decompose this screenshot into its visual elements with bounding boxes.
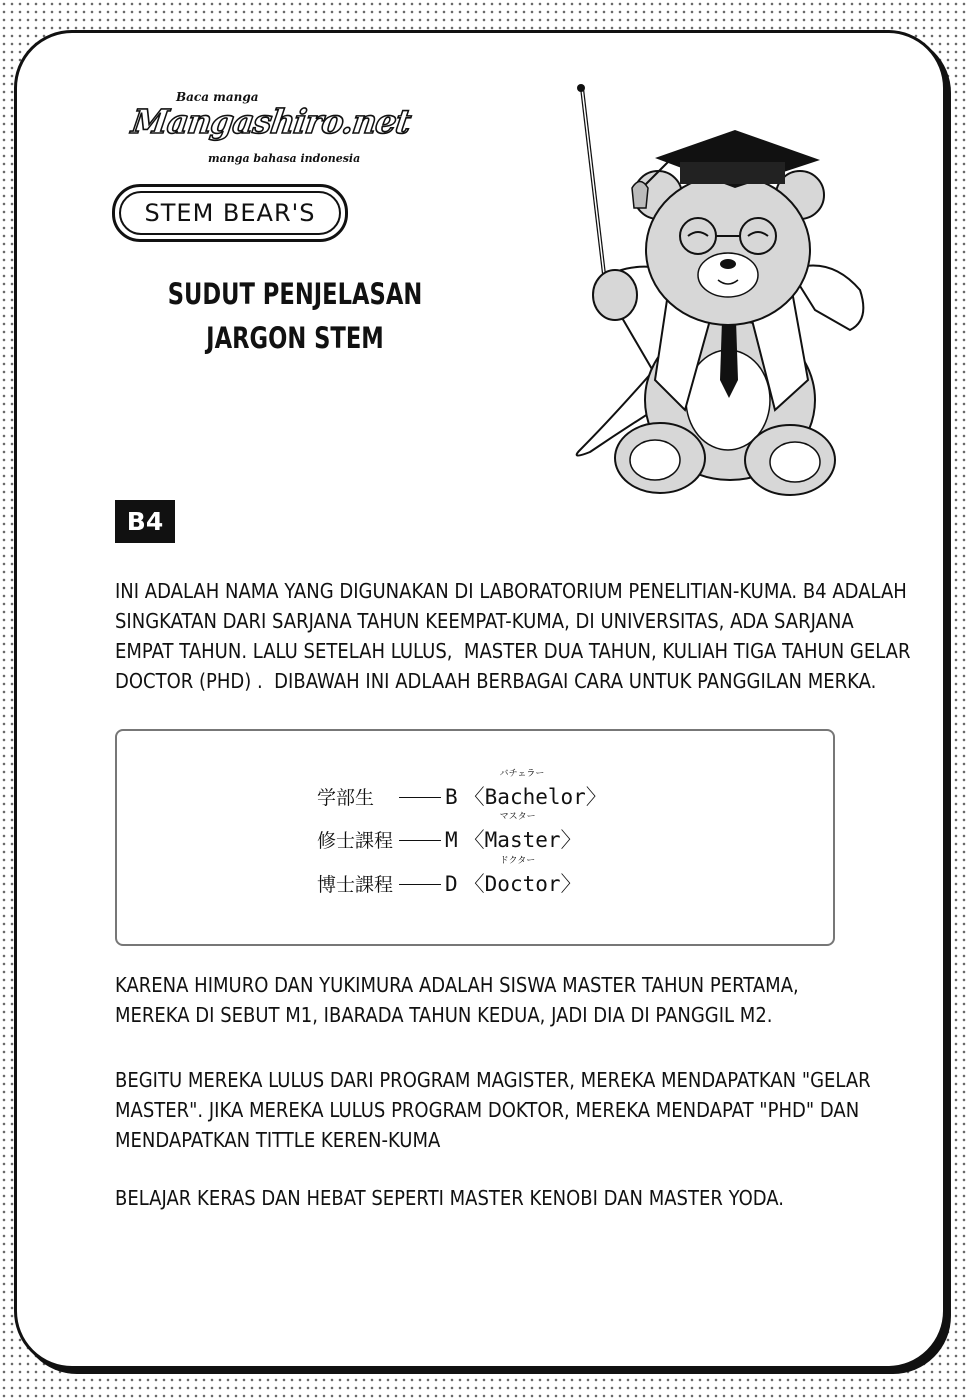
degree-en-name: 〈Bachelor〉 bbox=[463, 785, 607, 809]
paragraph-graduation bbox=[115, 1065, 871, 1155]
watermark-top-text: Baca manga bbox=[176, 90, 259, 104]
degree-row-bachelor bbox=[317, 769, 607, 811]
degree-table-box bbox=[115, 729, 835, 946]
paragraph2-line-2: MEREKA DI SEBUT M1, IBARADA TAHUN KEDUA, JADI DIA DI PANGGIL M2. bbox=[115, 1003, 773, 1027]
degree-en-name: 〈Doctor〉 bbox=[463, 872, 582, 896]
paragraph-closing bbox=[115, 1183, 785, 1213]
corner-title bbox=[162, 272, 427, 360]
degree-jp-name: 修士課程 bbox=[317, 830, 394, 852]
degree-ruby: バチェラー bbox=[499, 769, 545, 779]
watermark-bottom-text: manga bahasa indonesia bbox=[208, 152, 361, 165]
degree-letter: B bbox=[445, 785, 458, 809]
degree-row-doctor bbox=[317, 856, 582, 898]
paragraph3-line-3: MENDAPATKAN TITTLE KEREN-KUMA bbox=[115, 1128, 441, 1152]
paragraph4-line-1: BELAJAR KERAS DAN HEBAT SEPERTI MASTER KENOBI DAN MASTER YODA. bbox=[115, 1186, 785, 1210]
intro-line-3: EMPAT TAHUN. LALU SETELAH LULUS, MASTER DUA TAHUN, KULIAH TIGA TAHUN GELAR bbox=[115, 639, 911, 663]
degree-ruby: ドクター bbox=[499, 856, 536, 866]
term-label: B4 bbox=[126, 507, 164, 536]
dash-divider bbox=[399, 797, 441, 798]
degree-letter: D bbox=[445, 872, 458, 896]
intro-paragraph bbox=[115, 576, 911, 696]
degree-row-master bbox=[317, 812, 582, 854]
corner-title-line-2: JARGON STEM bbox=[206, 321, 384, 355]
corner-title-line-1: SUDUT PENJELASAN bbox=[167, 277, 423, 311]
paragraph2-line-1: KARENA HIMURO DAN YUKIMURA ADALAH SISWA MASTER TAHUN PERTAMA, bbox=[115, 973, 799, 997]
watermark-main-text: Mangashiro.net bbox=[129, 102, 413, 141]
intro-line-2: SINGKATAN DARI SARJANA TAHUN KEEMPAT-KUMA, DI UNIVERSITAS, ADA SARJANA bbox=[115, 609, 854, 633]
degree-jp-name: 学部生 bbox=[317, 787, 375, 809]
intro-line-4: DOCTOR (PHD) . DIBAWAH INI ADLAAH BERBAGAI CARA UNTUK PANGGILAN MERKA. bbox=[115, 669, 877, 693]
degree-ruby: マスター bbox=[499, 812, 536, 822]
professor-bear-illustration bbox=[560, 80, 880, 500]
paragraph3-line-2: MASTER". JIKA MEREKA LULUS PROGRAM DOKTOR, MEREKA MENDAPAT "PHD" DAN bbox=[115, 1098, 860, 1122]
stem-bear-badge-label: STEM BEAR'S bbox=[144, 199, 316, 227]
paragraph-master-students bbox=[115, 970, 799, 1030]
degree-letter: M bbox=[445, 828, 458, 852]
site-watermark bbox=[118, 86, 413, 176]
degree-jp-name: 博士課程 bbox=[317, 874, 394, 896]
dash-divider bbox=[399, 884, 441, 885]
term-badge bbox=[115, 500, 175, 543]
degree-en-name: 〈Master〉 bbox=[463, 828, 582, 852]
intro-line-1: INI ADALAH NAMA YANG DIGUNAKAN DI LABORATORIUM PENELITIAN-KUMA. B4 ADALAH bbox=[115, 579, 907, 603]
paragraph3-line-1: BEGITU MEREKA LULUS DARI PROGRAM MAGISTER, MEREKA MENDAPATKAN "GELAR bbox=[115, 1068, 871, 1092]
stem-bear-badge bbox=[112, 184, 348, 242]
dash-divider bbox=[399, 840, 441, 841]
